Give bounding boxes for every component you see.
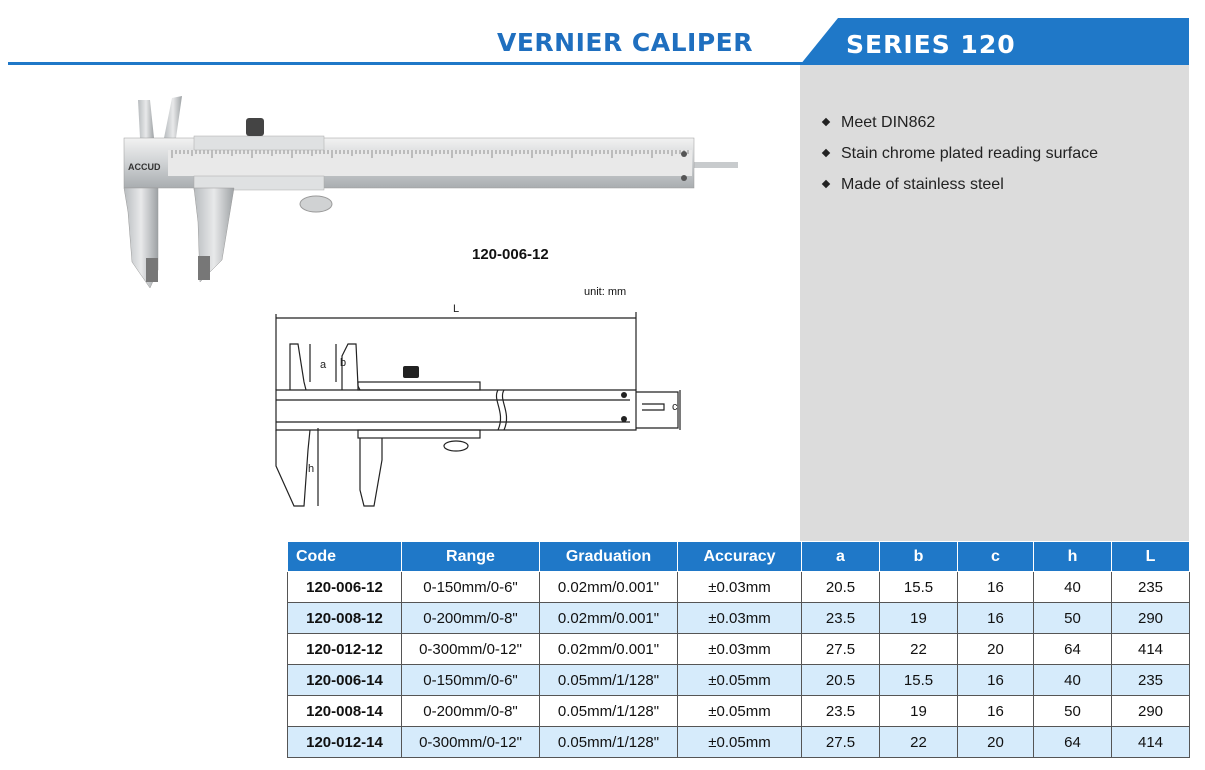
cell-L: 235: [1112, 665, 1190, 696]
col-header-h: h: [1034, 542, 1112, 572]
dim-label-a: a: [320, 359, 327, 371]
cell-accuracy: ±0.03mm: [678, 572, 802, 603]
cell-graduation: 0.02mm/0.001": [540, 572, 678, 603]
cell-accuracy: ±0.03mm: [678, 634, 802, 665]
caliper-photo: [110, 92, 750, 292]
cell-c: 16: [958, 603, 1034, 634]
cell-code: 120-008-14: [288, 696, 402, 727]
cell-range: 0-300mm/0-12": [402, 634, 540, 665]
cell-range: 0-300mm/0-12": [402, 727, 540, 758]
cell-code: 120-006-14: [288, 665, 402, 696]
col-header-L: L: [1112, 542, 1190, 572]
cell-a: 23.5: [802, 696, 880, 727]
cell-graduation: 0.02mm/0.001": [540, 603, 678, 634]
col-header-range: Range: [402, 542, 540, 572]
table-row: [288, 572, 1190, 603]
cell-L: 414: [1112, 727, 1190, 758]
cell-c: 16: [958, 572, 1034, 603]
col-header-c: c: [958, 542, 1034, 572]
col-header-code: Code: [288, 542, 402, 572]
cell-graduation: 0.02mm/0.001": [540, 634, 678, 665]
features-panel: [800, 65, 1189, 543]
cell-h: 40: [1034, 572, 1112, 603]
feature-item: Made of stainless steel: [823, 176, 1004, 194]
col-header-b: b: [880, 542, 958, 572]
cell-code: 120-008-12: [288, 603, 402, 634]
spec-table: [287, 541, 1190, 758]
cell-accuracy: ±0.03mm: [678, 603, 802, 634]
cell-h: 64: [1034, 634, 1112, 665]
cell-code: 120-012-14: [288, 727, 402, 758]
series-label: SERIES 120: [846, 30, 1016, 59]
table-row: [288, 603, 1190, 634]
cell-b: 22: [880, 634, 958, 665]
cell-L: 290: [1112, 696, 1190, 727]
cell-code: 120-012-12: [288, 634, 402, 665]
table-row: [288, 665, 1190, 696]
table-row: [288, 634, 1190, 665]
cell-h: 50: [1034, 603, 1112, 634]
table-header-row: [288, 542, 1190, 572]
cell-b: 15.5: [880, 572, 958, 603]
cell-c: 16: [958, 665, 1034, 696]
cell-accuracy: ±0.05mm: [678, 727, 802, 758]
col-header-accuracy: Accuracy: [678, 542, 802, 572]
feature-item: Meet DIN862: [823, 114, 935, 132]
cell-graduation: 0.05mm/1/128": [540, 727, 678, 758]
page-title: VERNIER CALIPER: [497, 28, 754, 57]
model-label: 120-006-12: [472, 246, 549, 263]
cell-range: 0-150mm/0-6": [402, 572, 540, 603]
col-header-a: a: [802, 542, 880, 572]
brand-logo: ACCUD: [128, 162, 161, 172]
cell-h: 40: [1034, 665, 1112, 696]
cell-c: 16: [958, 696, 1034, 727]
cell-c: 20: [958, 634, 1034, 665]
cell-h: 64: [1034, 727, 1112, 758]
cell-a: 27.5: [802, 634, 880, 665]
diamond-bullet-icon: [822, 118, 830, 126]
dim-label-c: c: [672, 401, 678, 413]
diamond-bullet-icon: [822, 149, 830, 157]
cell-b: 19: [880, 603, 958, 634]
cell-L: 414: [1112, 634, 1190, 665]
cell-range: 0-150mm/0-6": [402, 665, 540, 696]
table-row: [288, 696, 1190, 727]
cell-L: 290: [1112, 603, 1190, 634]
cell-a: 23.5: [802, 603, 880, 634]
dim-label-b: b: [340, 357, 347, 369]
cell-c: 20: [958, 727, 1034, 758]
cell-a: 27.5: [802, 727, 880, 758]
cell-graduation: 0.05mm/1/128": [540, 665, 678, 696]
feature-item: Stain chrome plated reading surface: [823, 145, 1098, 163]
unit-label: unit: mm: [584, 286, 627, 298]
cell-a: 20.5: [802, 665, 880, 696]
table-row: [288, 727, 1190, 758]
cell-b: 22: [880, 727, 958, 758]
dim-label-L: L: [453, 303, 460, 315]
cell-h: 50: [1034, 696, 1112, 727]
cell-L: 235: [1112, 572, 1190, 603]
cell-range: 0-200mm/0-8": [402, 603, 540, 634]
col-header-graduation: Graduation: [540, 542, 678, 572]
cell-code: 120-006-12: [288, 572, 402, 603]
cell-accuracy: ±0.05mm: [678, 696, 802, 727]
cell-a: 20.5: [802, 572, 880, 603]
cell-b: 19: [880, 696, 958, 727]
cell-b: 15.5: [880, 665, 958, 696]
cell-accuracy: ±0.05mm: [678, 665, 802, 696]
dim-label-h: h: [308, 463, 315, 475]
caliper-diagram: [270, 300, 690, 520]
cell-range: 0-200mm/0-8": [402, 696, 540, 727]
diamond-bullet-icon: [822, 180, 830, 188]
cell-graduation: 0.05mm/1/128": [540, 696, 678, 727]
